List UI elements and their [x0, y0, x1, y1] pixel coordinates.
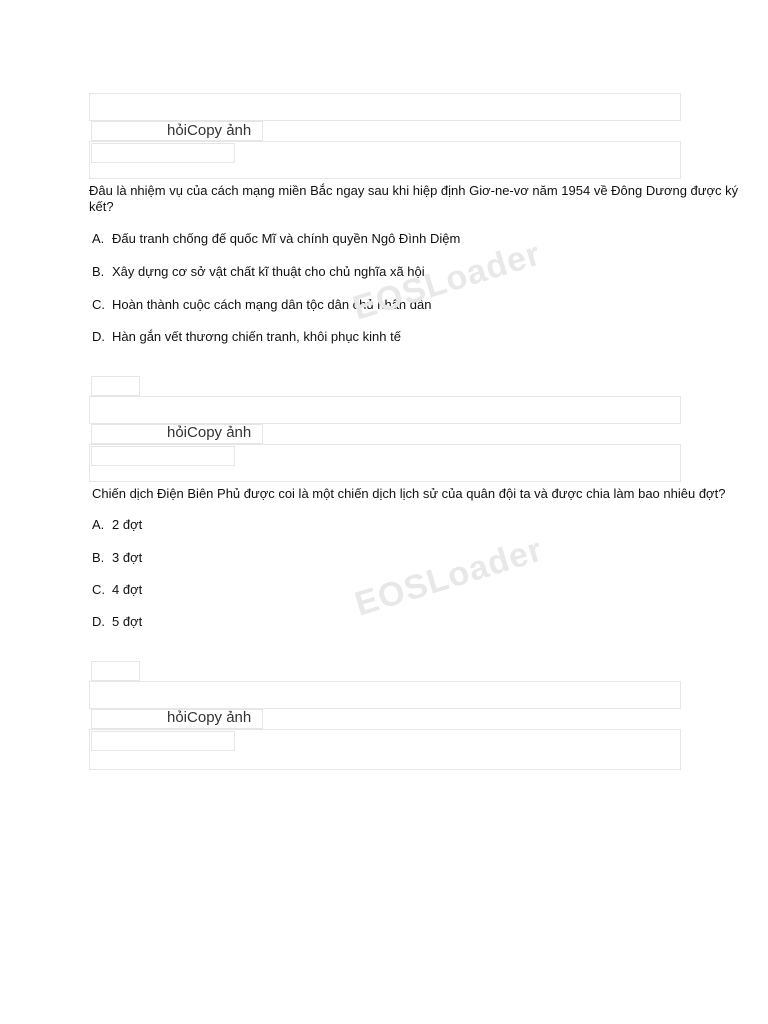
question-1-header-box [89, 93, 681, 121]
question-3-small-tab [91, 731, 235, 751]
question-2-header-box [89, 396, 681, 424]
question-2-option-b[interactable] [92, 550, 142, 566]
option-text: Hoàn thành cuộc cách mạng dân tộc dân chủ nhân dân [112, 297, 432, 312]
option-letter: C. [92, 297, 105, 312]
question-2-text: Chiến dịch Điện Biên Phủ được coi là một chiến dịch lịch sử của quân đội ta và được chia làm bao nhiêu đợt? [92, 486, 726, 501]
watermark: EOSLoader [348, 234, 546, 328]
question-2-small-tab [91, 446, 235, 466]
option-letter: A. [92, 231, 105, 246]
option-letter: B. [92, 550, 105, 565]
option-letter: A. [92, 517, 105, 532]
watermark: EOSLoader [350, 530, 548, 624]
option-text: Đấu tranh chống đế quốc Mĩ và chính quyền Ngô Đình Diệm [112, 231, 461, 246]
question-2-option-d[interactable] [92, 614, 142, 630]
option-letter: B. [92, 264, 105, 279]
question-2-option-a[interactable] [92, 517, 142, 533]
option-text: Xây dựng cơ sở vật chất kĩ thuật cho chủ nghĩa xã hội [112, 264, 425, 279]
option-text: Hàn gắn vết thương chiến tranh, khôi phục kinh tế [112, 329, 401, 344]
question-1-option-b[interactable] [92, 264, 425, 280]
option-text: 2 đợt [112, 517, 143, 532]
option-text: 4 đợt [112, 582, 143, 597]
question-2-option-c[interactable] [92, 582, 142, 598]
option-text: 3 đợt [112, 550, 143, 565]
question-1-text: Đâu là nhiệm vụ của cách mạng miền Bắc ngay sau khi hiệp định Giơ-ne-vơ năm 1954 về Đông Dương được ký kết? [89, 183, 739, 214]
question-1-small-tab [91, 143, 235, 163]
option-text: 5 đợt [112, 614, 143, 629]
question-3-copy-label[interactable]: hỏiCopy ảnh [167, 709, 252, 726]
option-letter: D. [92, 329, 105, 344]
question-2-top-tab [91, 376, 140, 396]
question-1-option-d[interactable] [92, 329, 401, 345]
question-1-option-a[interactable] [92, 231, 460, 247]
question-3-top-tab [91, 661, 140, 681]
question-1-option-c[interactable] [92, 297, 431, 313]
question-1-copy-label[interactable]: hỏiCopy ảnh [167, 122, 252, 139]
option-letter: C. [92, 582, 105, 597]
question-3-header-box [89, 681, 681, 709]
option-letter: D. [92, 614, 105, 629]
question-2-copy-label[interactable]: hỏiCopy ảnh [167, 424, 252, 441]
